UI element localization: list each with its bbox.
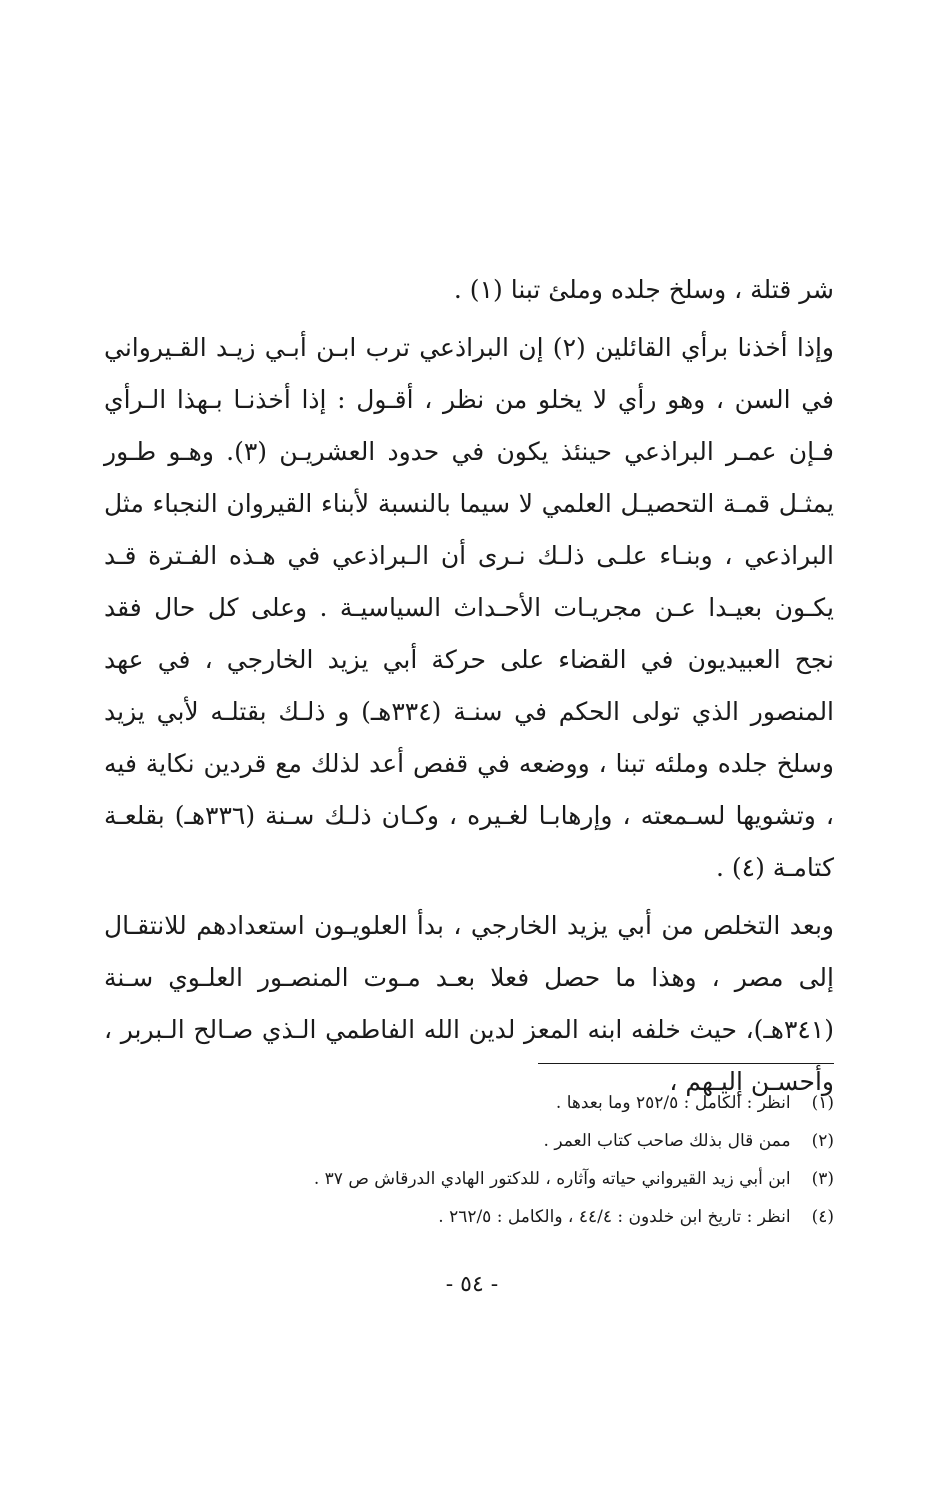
page-number: - ٥٤ - bbox=[445, 1272, 499, 1297]
paragraph-3: وبعد التخلص من أبي يزيد الخارجي ، بدأ العلويـون استعدادهم للانتقـال إلى مصر ، وهذا ما حصل فعلا بعـد مـوت المنصـور العلـوي سـنة (٣٤١هـ)، حيث خلفه ابنه المعز لدين الله الفاطمي الـذي صـالح الـبربر ، وأحسـن إليـهم ، bbox=[104, 911, 834, 1096]
footnote-number: (٤) bbox=[811, 1207, 834, 1227]
footnote-3 bbox=[104, 1160, 834, 1198]
paragraph-2: وإذا أخذنا برأي القائلين (٢) إن البراذعي ترب ابـن أبـي زيـد القـيرواني في السن ، وهو رأي لا يخلو من نظر ، أقـول : إذا أخذنـا بـهذا الـرأي فـإن عمـر البراذعي حينئذ يكون في حدود العشريـن (٣). وهـو طـور يمثـل قمـة التحصيـل العلمي لا سيما بالنسبة لأبناء القيروان النجباء مثل البراذعي ، وبنـاء علـى ذلـك نـرى أن الـبراذعي في هـذه الفـترة قـد يكـون بعيـدا عـن مجريـات الأحـداث السياسيـة . وعلى كل حال فقد نجح العبيديون في القضاء على حركة أبي يزيد الخارجي ، في عهد المنصور الذي تولى الحكم في سنـة (٣٣٤هـ) و ذلـك بقتلـه لأبي يزيد وسلخ جلده وملئه تبنا ، ووضعه في قفص أعد لذلك مع قردين نكاية فيه ، وتشويها لسـمعته ، وإرهابـا لغـيره ، وكـان ذلـك سـنة (٣٣٦هـ) بقلعـة كتامـة (٤) . bbox=[104, 333, 835, 882]
footnotes-list bbox=[104, 1084, 834, 1236]
footnote-number: (٢) bbox=[811, 1131, 834, 1151]
footnote-number: (٣) bbox=[811, 1169, 834, 1189]
paragraph-1: شر قتلة ، وسلخ جلده وملئ تبنا (١) . bbox=[453, 275, 834, 304]
footnote-text: انظر : تاريخ ابن خلدون : ٤٤/٤ ، والكامل : ٢٦٢/٥ . bbox=[438, 1207, 791, 1227]
footnote-text: ممن قال بذلك صاحب كتاب العمر . bbox=[543, 1131, 791, 1151]
footnote-divider bbox=[538, 1063, 834, 1064]
footnote-4 bbox=[104, 1198, 834, 1236]
footnote-number: (١) bbox=[811, 1093, 834, 1113]
body-text bbox=[104, 264, 834, 1108]
footnote-text: ابن أبي زيد القيرواني حياته وآثاره ، للدكتور الهادي الدرقاش ص ٣٧ . bbox=[313, 1169, 791, 1189]
footnote-text: انظر : الكامل : ٢٥٢/٥ وما بعدها . bbox=[555, 1093, 791, 1113]
footnote-2 bbox=[104, 1122, 834, 1160]
footnote-1 bbox=[104, 1084, 834, 1122]
